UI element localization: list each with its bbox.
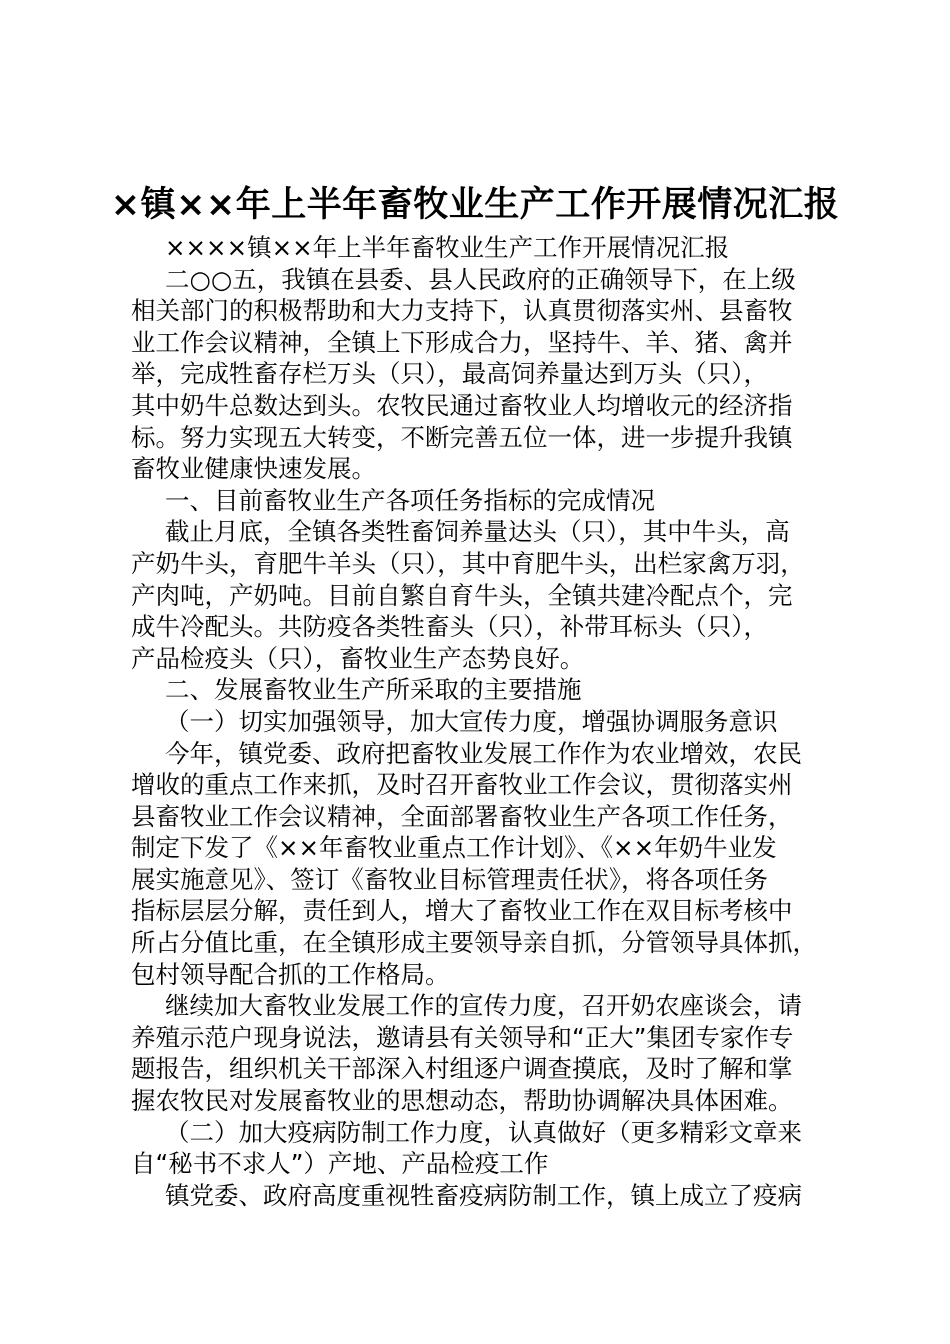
body-line: 一、目前畜牧业生产各项任务指标的完成情况 (165, 485, 655, 515)
body-line: 今年，镇党委、政府把畜牧业发展工作作为农业增效，农民 (165, 738, 802, 768)
body-line: 二○○五，我镇在县委、县人民政府的正确领导下，在上级 (165, 264, 796, 294)
body-line: 继续加大畜牧业发展工作的宣传力度，召开奶农座谈会，请 (165, 991, 802, 1021)
body-line: 产奶牛头，育肥牛羊头（只），其中育肥牛头，出栏家禽万羽， (131, 548, 805, 578)
body-line: 产品检疫头（只），畜牧业生产态势良好。 (131, 643, 585, 673)
body-line: 相关部门的积极帮助和大力支持下，认真贯彻落实州、县畜牧 (131, 296, 793, 326)
body-line: ××××镇××年上半年畜牧业生产工作开展情况汇报 (165, 233, 730, 262)
body-line: （一）切实加强领导，加大宣传力度，增强协调服务意识 (165, 706, 778, 736)
document-title: ×镇××年上半年畜牧业生产工作开展情况汇报 (110, 185, 840, 225)
body-line: 标。努力实现五大转变，不断完善五位一体，进一步提升我镇 (131, 422, 793, 452)
body-line: 自“秘书不求人”）产地、产品检疫工作 (131, 1149, 549, 1179)
body-line: 展实施意见》、签订《畜牧业目标管理责任状》，将各项任务 (131, 864, 768, 894)
body-line: 成牛冷配头。共防疫各类牲畜头（只），补带耳标头（只）， (131, 612, 768, 642)
body-line: 养殖示范户现身说法，邀请县有关领导和“正大”集团专家作专 (131, 1022, 794, 1052)
body-line: 题报告，组织机关干部深入村组逐户调查摸底，及时了解和掌 (131, 1054, 793, 1084)
body-line: 镇党委、政府高度重视牲畜疫病防制工作，镇上成立了疫病 (165, 1180, 802, 1210)
body-line: 截止月底，全镇各类牲畜饲养量达头（只），其中牛头，高 (165, 517, 790, 547)
body-line: 举，完成牲畜存栏万头（只），最高饲养量达到万头（只）， (131, 359, 768, 389)
body-line: 所占分值比重，在全镇形成主要领导亲自抓，分管领导具体抓， (131, 928, 817, 958)
body-line: 制定下发了《××年畜牧业重点工作计划》、《××年奶牛业发 (131, 833, 777, 863)
body-line: 二、发展畜牧业生产所采取的主要措施 (165, 675, 582, 705)
body-line: 其中奶牛总数达到头。农牧民通过畜牧业人均增收元的经济指 (131, 390, 793, 420)
body-line: 业工作会议精神，全镇上下形成合力，坚持牛、羊、猪、禽并 (131, 327, 793, 357)
body-line: 握农牧民对发展畜牧业的思想动态，帮助协调解决具体困难。 (131, 1086, 793, 1116)
body-line: 县畜牧业工作会议精神，全面部署畜牧业生产各项工作任务， (131, 801, 793, 831)
body-line: 指标层层分解，责任到人，增大了畜牧业工作在双目标考核中 (131, 896, 793, 926)
body-line: 包村领导配合抓的工作格局。 (131, 959, 450, 989)
body-line: （二）加大疫病防制工作力度，认真做好（更多精彩文章来 (165, 1117, 802, 1147)
body-line: 增收的重点工作来抓，及时召开畜牧业工作会议，贯彻落实州 (131, 770, 793, 800)
body-line: 畜牧业健康快速发展。 (131, 454, 376, 484)
body-line: 产肉吨，产奶吨。目前自繁自育牛头，全镇共建冷配点个，完 (131, 580, 793, 610)
document-body (131, 232, 831, 1211)
